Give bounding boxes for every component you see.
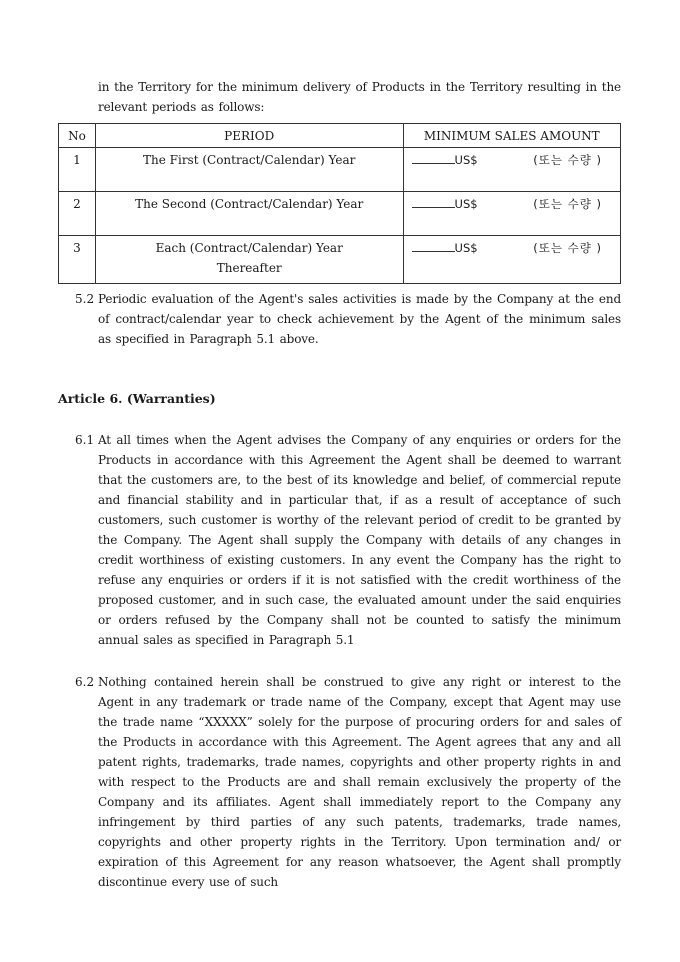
currency-label: US$ bbox=[454, 241, 478, 255]
table-row bbox=[59, 236, 621, 284]
quantity-alternative: (또는 수량 ) bbox=[533, 197, 602, 211]
clause-number: 6.2 bbox=[75, 675, 95, 689]
amount-blank-line bbox=[412, 238, 455, 252]
clause-text: At all times when the Agent advises the Company of any enquiries or orders for the Products in accordance with this Agreement the Agent shall be deemed to warrant that the customers are, to the best of its knowledge and belief, of commercial repute and financial stability and in particular that, if as a result of acceptance of such customers, such customer is worthy of the relevant period of credit to be granted by the Company. The Agent shall supply the Company with details of any changes in credit worthiness of existing customers. In any event the Company has the right to refuse any enquiries or orders if it is not satisfied with the credit worthiness of the proposed customer, and in such case, the evaluated amount under the said enquiries or orders refused by the Company shall not be counted to satisfy the minimum annual sales as specified in Paragraph 5.1 bbox=[98, 433, 621, 647]
row-no: 3 bbox=[59, 236, 96, 284]
row-no: 2 bbox=[59, 192, 96, 236]
row-period: The First (Contract/Calendar) Year bbox=[95, 148, 403, 192]
row-amount bbox=[403, 236, 620, 284]
clause-text: Periodic evaluation of the Agent's sales activities is made by the Company at the end of contract/calendar year to check achievement by the Agent of the minimum sales as specified in Paragraph 5.1 above. bbox=[98, 292, 621, 346]
currency-label: US$ bbox=[454, 153, 478, 167]
header-amount: MINIMUM SALES AMOUNT bbox=[403, 124, 620, 148]
quantity-alternative: (또는 수량 ) bbox=[533, 153, 602, 167]
table-header-row bbox=[59, 124, 621, 148]
intro-paragraph: in the Territory for the minimum delivery of Products in the Territory resulting in the relevant periods as follows: bbox=[98, 80, 621, 114]
amount-blank-line bbox=[412, 150, 455, 164]
quantity-alternative: (또는 수량 ) bbox=[533, 241, 602, 255]
clause-6-1 bbox=[75, 430, 621, 650]
minimum-sales-table bbox=[58, 123, 621, 284]
table-row bbox=[59, 148, 621, 192]
amount-blank-line bbox=[412, 194, 455, 208]
clause-5-2 bbox=[75, 289, 621, 349]
row-amount bbox=[403, 192, 620, 236]
article-6-heading: Article 6. (Warranties) bbox=[58, 391, 216, 406]
header-no: No bbox=[59, 124, 96, 148]
row-period: The Second (Contract/Calendar) Year bbox=[95, 192, 403, 236]
clause-number: 5.2 bbox=[75, 292, 95, 306]
clause-number: 6.1 bbox=[75, 433, 95, 447]
row-amount bbox=[403, 148, 620, 192]
row-period: Each (Contract/Calendar) Year Thereafter bbox=[95, 236, 403, 284]
header-period: PERIOD bbox=[95, 124, 403, 148]
currency-label: US$ bbox=[454, 197, 478, 211]
clause-6-2 bbox=[75, 672, 621, 892]
table-row bbox=[59, 192, 621, 236]
row-no: 1 bbox=[59, 148, 96, 192]
clause-text: Nothing contained herein shall be construed to give any right or interest to the Agent in any trademark or trade name of the Company, except that Agent may use the trade name “XXXXX” solely for the purpose of procuring orders for and sales of the Products in accordance with this Agreement. The Agent agrees that any and all patent rights, trademarks, trade names, copyrights and other property rights in and with respect to the Products are and shall remain exclusively the property of the Company and its affiliates. Agent shall immediately report to the Company any infringement by third parties of any such patents, trademarks, trade names, copyrights and other property rights in the Territory. Upon termination and/ or expiration of this Agreement for any reason whatsoever, the Agent shall promptly discontinue every use of such bbox=[98, 675, 621, 889]
